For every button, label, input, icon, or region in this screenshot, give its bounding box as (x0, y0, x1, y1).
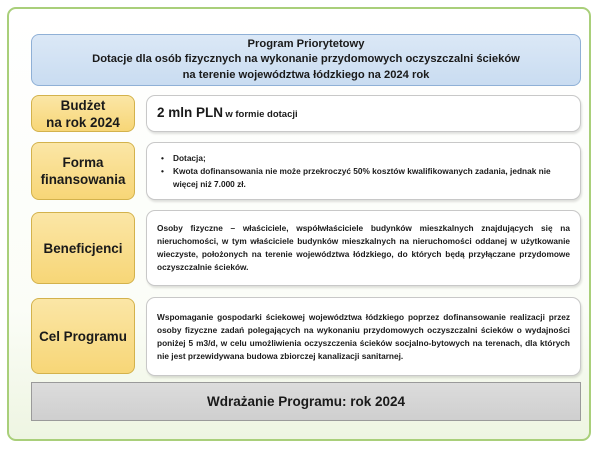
program-header-line-1: Program Priorytetowy (247, 37, 365, 50)
program-header-line-2: Dotacje dla osób fizycznych na wykonanie przydomowych oczyszczalni ścieków (92, 53, 520, 66)
budget-amount-note: w formie dotacji (225, 109, 298, 120)
goal-content (146, 297, 581, 376)
budget-content (146, 95, 581, 132)
beneficiaries-label-text: Beneficjenci (43, 240, 123, 256)
budget-value (157, 106, 570, 121)
program-header-line-3: na terenie województwa łódzkiego na 2024 rok (182, 68, 430, 81)
financing-list (157, 152, 570, 191)
financing-item-subsidy: • Dotacja; (173, 152, 570, 165)
financing-label-line-1: Forma (62, 155, 104, 170)
financing-label (31, 142, 135, 200)
goal-label-text: Cel Programu (39, 328, 127, 344)
implementation-text: Wdrażanie Programu: rok 2024 (206, 394, 406, 409)
financing-label-line-2: finansowania (40, 172, 126, 187)
budget-label-line-1: Budżet (60, 97, 106, 113)
goal-label (31, 298, 135, 374)
beneficiaries-text: Osoby fizyczne – właściciele, współwłaściciele budynków mieszkalnych znajdujących się na nieruchomości, w tym właściciele budynków mieszkalnych na nieruchomości oddanej w użytkowanie wieczyste, położonych na terenie województwa łódzkiego, do których będą przyłączane przydomowe oczyszczalnie ścieków. (157, 223, 570, 272)
budget-label-line-2: na rok 2024 (46, 114, 120, 130)
financing-content (146, 142, 581, 200)
budget-amount: 2 mln PLN (157, 105, 224, 120)
financing-item-limit: • Kwota dofinansowania nie może przekroczyć 50% kosztów kwalifikowanych zadania, jednak nie więcej niż 7.000 zł. (173, 165, 570, 191)
beneficiaries-content (146, 210, 581, 286)
budget-label (31, 95, 135, 132)
program-header (31, 34, 581, 86)
goal-text: Wspomaganie gospodarki ściekowej województwa łódzkiego poprzez dofinansowanie realizacji przez osoby fizyczne zadań polegających na wykonaniu przydomowych oczyszczalni ścieków o wydajności poniżej 5 m3/d, w celu umożliwienia oczyszczenia ścieków socjalno-bytowych na terenach, dla których nie jest przewidywana budowa zbiorczej kanalizacji sanitarnej. (157, 311, 570, 361)
beneficiaries-label (31, 212, 135, 284)
implementation-footer (31, 382, 581, 421)
